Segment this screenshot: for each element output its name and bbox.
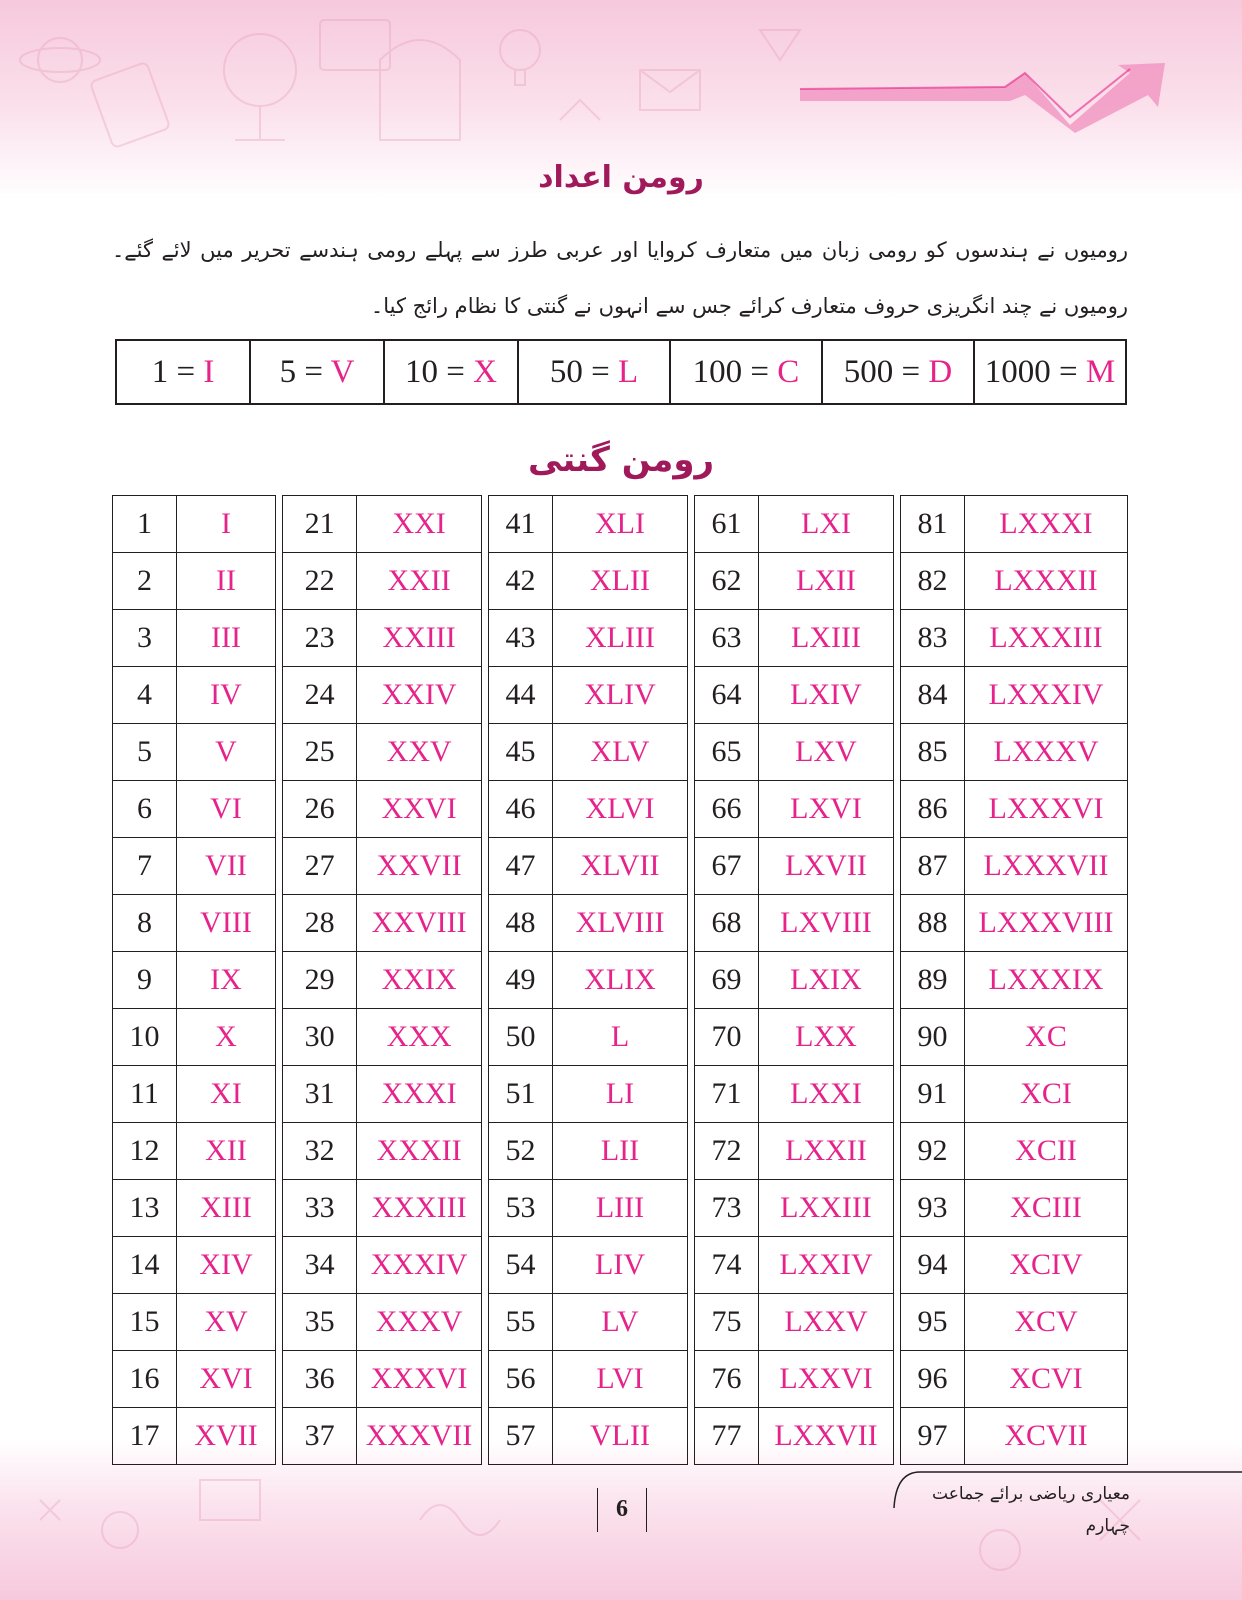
arabic-number-cell: 82: [901, 553, 965, 610]
arabic-number-cell: 22: [283, 553, 357, 610]
arabic-number-cell: 15: [113, 1294, 177, 1351]
table-row: [695, 1066, 894, 1123]
arabic-number-cell: 89: [901, 952, 965, 1009]
roman-numeral-cell: XI: [177, 1066, 276, 1123]
arabic-number-cell: 69: [695, 952, 759, 1009]
arabic-number-cell: 43: [489, 610, 553, 667]
arrow-decoration-icon: [800, 55, 1200, 145]
table-row: [113, 667, 276, 724]
arabic-number-cell: 41: [489, 496, 553, 553]
table-row: [283, 496, 482, 553]
roman-numeral-cell: LXVI: [759, 781, 894, 838]
roman-numeral-cell: I: [177, 496, 276, 553]
key-cell: 1000 = M: [974, 340, 1126, 404]
table-row: [283, 724, 482, 781]
roman-numeral-cell: LI: [553, 1066, 688, 1123]
table-row: [489, 667, 688, 724]
roman-numeral-cell: XLV: [553, 724, 688, 781]
table-row: [489, 781, 688, 838]
roman-numeral-cell: XXIII: [357, 610, 482, 667]
table-row: [283, 781, 482, 838]
arabic-number-cell: 25: [283, 724, 357, 781]
table-row: [489, 895, 688, 952]
table-row: [695, 895, 894, 952]
table-row: [489, 610, 688, 667]
roman-numeral-cell: XXIV: [357, 667, 482, 724]
roman-numeral-cell: XXV: [357, 724, 482, 781]
arabic-number-cell: 1: [113, 496, 177, 553]
roman-numeral-cell: XLIV: [553, 667, 688, 724]
arabic-number-cell: 42: [489, 553, 553, 610]
arabic-number-cell: 17: [113, 1408, 177, 1465]
table-row: [901, 838, 1128, 895]
table-row: [283, 1351, 482, 1408]
arabic-number-cell: 54: [489, 1237, 553, 1294]
roman-numeral-cell: LXXXVIII: [965, 895, 1128, 952]
arabic-number-cell: 74: [695, 1237, 759, 1294]
table-row: [113, 1351, 276, 1408]
table-row: [489, 496, 688, 553]
table-row: [695, 1180, 894, 1237]
roman-numeral-cell: LXVII: [759, 838, 894, 895]
arabic-number-cell: 55: [489, 1294, 553, 1351]
roman-numeral-cell: XXVII: [357, 838, 482, 895]
key-cell: 1 = I: [116, 340, 250, 404]
arabic-number-cell: 66: [695, 781, 759, 838]
table-row: [901, 1351, 1128, 1408]
page-title: رومن اعداد: [538, 160, 704, 195]
arabic-number-cell: 47: [489, 838, 553, 895]
arabic-number-cell: 30: [283, 1009, 357, 1066]
key-cell: 50 = L: [518, 340, 670, 404]
arabic-number-cell: 85: [901, 724, 965, 781]
arabic-number-cell: 64: [695, 667, 759, 724]
table-row: [283, 1009, 482, 1066]
roman-numeral-cell: XLVI: [553, 781, 688, 838]
roman-numeral-cell: XXIX: [357, 952, 482, 1009]
roman-numeral-cell: XCIV: [965, 1237, 1128, 1294]
roman-numeral-cell: XXXIV: [357, 1237, 482, 1294]
table-row: [489, 1123, 688, 1180]
arabic-number-cell: 51: [489, 1066, 553, 1123]
table-row: [113, 1294, 276, 1351]
roman-numeral-cell: XLII: [553, 553, 688, 610]
roman-numeral-cell: LIV: [553, 1237, 688, 1294]
table-row: [283, 1066, 482, 1123]
roman-numeral-cell: LXXXII: [965, 553, 1128, 610]
arabic-number-cell: 53: [489, 1180, 553, 1237]
arabic-number-cell: 33: [283, 1180, 357, 1237]
table-row: [695, 1009, 894, 1066]
table-row: [489, 1408, 688, 1465]
roman-numeral-cell: XC: [965, 1009, 1128, 1066]
roman-numeral-cell: IV: [177, 667, 276, 724]
roman-numeral-cell: XVII: [177, 1408, 276, 1465]
arabic-number-cell: 35: [283, 1294, 357, 1351]
arabic-number-cell: 81: [901, 496, 965, 553]
arabic-number-cell: 94: [901, 1237, 965, 1294]
table-row: [901, 610, 1128, 667]
arabic-number-cell: 28: [283, 895, 357, 952]
roman-numeral-cell: LXVIII: [759, 895, 894, 952]
table-row: [901, 895, 1128, 952]
table-row: [283, 1294, 482, 1351]
table-row: [283, 1123, 482, 1180]
roman-numeral-cell: XV: [177, 1294, 276, 1351]
arabic-number-cell: 10: [113, 1009, 177, 1066]
roman-numeral-cell: L: [553, 1009, 688, 1066]
arabic-number-cell: 67: [695, 838, 759, 895]
roman-numeral-cell: IX: [177, 952, 276, 1009]
table-row: [901, 1123, 1128, 1180]
table-row: [283, 610, 482, 667]
table-row: [113, 952, 276, 1009]
table-row: [695, 952, 894, 1009]
arabic-number-cell: 8: [113, 895, 177, 952]
arabic-number-cell: 21: [283, 496, 357, 553]
key-cell: 500 = D: [822, 340, 974, 404]
roman-numeral-cell: XLIII: [553, 610, 688, 667]
arabic-number-cell: 27: [283, 838, 357, 895]
arabic-number-cell: 71: [695, 1066, 759, 1123]
counting-title: رومن گنتی: [527, 440, 715, 480]
arabic-number-cell: 29: [283, 952, 357, 1009]
roman-numeral-cell: III: [177, 610, 276, 667]
table-row: [113, 838, 276, 895]
table-row: [489, 1066, 688, 1123]
roman-numeral-cell: LXXI: [759, 1066, 894, 1123]
arabic-number-cell: 23: [283, 610, 357, 667]
table-row: [695, 838, 894, 895]
arabic-number-cell: 34: [283, 1237, 357, 1294]
table-row: [489, 724, 688, 781]
arabic-number-cell: 5: [113, 724, 177, 781]
arabic-number-cell: 46: [489, 781, 553, 838]
roman-numeral-cell: XIV: [177, 1237, 276, 1294]
arabic-number-cell: 13: [113, 1180, 177, 1237]
roman-numeral-cell: LXIV: [759, 667, 894, 724]
table-row: [113, 610, 276, 667]
arabic-number-cell: 87: [901, 838, 965, 895]
table-row: [113, 553, 276, 610]
arabic-number-cell: 61: [695, 496, 759, 553]
arabic-number-cell: 7: [113, 838, 177, 895]
table-row: [695, 667, 894, 724]
roman-numeral-cell: LXXXIII: [965, 610, 1128, 667]
counting-column-2: [282, 495, 482, 1465]
arabic-number-cell: 24: [283, 667, 357, 724]
table-row: [489, 1180, 688, 1237]
table-row: [901, 496, 1128, 553]
table-row: [901, 1294, 1128, 1351]
table-row: [695, 496, 894, 553]
roman-numeral-cell: LXXIII: [759, 1180, 894, 1237]
arabic-number-cell: 91: [901, 1066, 965, 1123]
table-row: [113, 1408, 276, 1465]
table-row: [489, 553, 688, 610]
roman-numeral-cell: XXXVI: [357, 1351, 482, 1408]
roman-numeral-cell: XCVI: [965, 1351, 1128, 1408]
roman-numeral-cell: VI: [177, 781, 276, 838]
roman-numeral-cell: LXXXIX: [965, 952, 1128, 1009]
arabic-number-cell: 49: [489, 952, 553, 1009]
roman-numeral-cell: II: [177, 553, 276, 610]
table-row: [489, 838, 688, 895]
arabic-number-cell: 31: [283, 1066, 357, 1123]
table-row: [489, 1351, 688, 1408]
arabic-number-cell: 26: [283, 781, 357, 838]
arabic-number-cell: 6: [113, 781, 177, 838]
table-row: [489, 1009, 688, 1066]
arabic-number-cell: 11: [113, 1066, 177, 1123]
table-row: [489, 1237, 688, 1294]
arabic-number-cell: 14: [113, 1237, 177, 1294]
table-row: [695, 1408, 894, 1465]
table-row: [283, 1180, 482, 1237]
arabic-number-cell: 37: [283, 1408, 357, 1465]
roman-numeral-cell: XII: [177, 1123, 276, 1180]
table-row: [113, 496, 276, 553]
arabic-number-cell: 90: [901, 1009, 965, 1066]
arabic-number-cell: 50: [489, 1009, 553, 1066]
roman-counting-grid: [112, 495, 1128, 1455]
arabic-number-cell: 96: [901, 1351, 965, 1408]
counting-column-4: [694, 495, 894, 1465]
table-row: [901, 1009, 1128, 1066]
roman-numeral-cell: LXI: [759, 496, 894, 553]
intro-paragraph: رومیوں نے ہندسوں کو رومی زبان میں متعارف کروایا اور عربی طرز سے پہلے رومی ہندسے تحریر میں لائے گئے۔ رومیوں نے چند انگریزی حروف متعارف کرائے جس سے انہوں نے گنتی کا نظام رائج کیا۔: [112, 238, 1128, 318]
arabic-number-cell: 4: [113, 667, 177, 724]
table-row: [113, 1237, 276, 1294]
roman-numeral-cell: XCII: [965, 1123, 1128, 1180]
key-cell: 10 = X: [384, 340, 518, 404]
counting-column-3: [488, 495, 688, 1465]
table-row: [113, 781, 276, 838]
roman-numeral-cell: LXX: [759, 1009, 894, 1066]
table-row: [695, 1237, 894, 1294]
arabic-number-cell: 44: [489, 667, 553, 724]
roman-numeral-cell: XCVII: [965, 1408, 1128, 1465]
arabic-number-cell: 77: [695, 1408, 759, 1465]
arabic-number-cell: 62: [695, 553, 759, 610]
arabic-number-cell: 97: [901, 1408, 965, 1465]
arabic-number-cell: 32: [283, 1123, 357, 1180]
arabic-number-cell: 88: [901, 895, 965, 952]
book-title-footer: معیاری ریاضی برائے جماعت چہارم: [932, 1484, 1130, 1536]
roman-numeral-cell: LXXIV: [759, 1237, 894, 1294]
roman-numeral-cell: VIII: [177, 895, 276, 952]
table-row: [113, 1180, 276, 1237]
roman-numeral-cell: XCV: [965, 1294, 1128, 1351]
roman-numeral-cell: XXXIII: [357, 1180, 482, 1237]
arabic-number-cell: 48: [489, 895, 553, 952]
roman-numeral-cell: X: [177, 1009, 276, 1066]
table-row: [901, 952, 1128, 1009]
roman-numeral-cell: XXXVII: [357, 1408, 482, 1465]
table-row: [901, 1180, 1128, 1237]
table-row: [113, 895, 276, 952]
roman-numeral-cell: XXXII: [357, 1123, 482, 1180]
roman-numeral-cell: LXIII: [759, 610, 894, 667]
roman-numeral-cell: XCI: [965, 1066, 1128, 1123]
table-row: [113, 724, 276, 781]
roman-numeral-cell: LV: [553, 1294, 688, 1351]
roman-numeral-cell: LXXV: [759, 1294, 894, 1351]
roman-numeral-cell: LXXVI: [759, 1351, 894, 1408]
roman-numeral-cell: LXXVII: [759, 1408, 894, 1465]
table-row: [901, 553, 1128, 610]
roman-numeral-cell: LXXXVII: [965, 838, 1128, 895]
counting-column-5: [900, 495, 1128, 1465]
table-row: [695, 781, 894, 838]
table-row: [901, 724, 1128, 781]
table-row: [695, 1351, 894, 1408]
arabic-number-cell: 2: [113, 553, 177, 610]
arabic-number-cell: 57: [489, 1408, 553, 1465]
table-row: [113, 1123, 276, 1180]
arabic-number-cell: 12: [113, 1123, 177, 1180]
roman-numeral-cell: XXII: [357, 553, 482, 610]
roman-numeral-cell: V: [177, 724, 276, 781]
roman-numeral-cell: XXX: [357, 1009, 482, 1066]
page-number: 6: [597, 1488, 647, 1532]
table-row: [695, 724, 894, 781]
arabic-number-cell: 92: [901, 1123, 965, 1180]
table-row: [489, 1294, 688, 1351]
table-row: [901, 667, 1128, 724]
roman-numeral-cell: LXIX: [759, 952, 894, 1009]
arabic-number-cell: 68: [695, 895, 759, 952]
arabic-number-cell: 95: [901, 1294, 965, 1351]
roman-numeral-cell: VII: [177, 838, 276, 895]
table-row: [283, 1237, 482, 1294]
table-row: [695, 610, 894, 667]
table-row: [283, 1408, 482, 1465]
roman-numeral-cell: XXI: [357, 496, 482, 553]
table-row: [695, 1294, 894, 1351]
table-row: [113, 1009, 276, 1066]
roman-numeral-cell: XLIX: [553, 952, 688, 1009]
arabic-number-cell: 3: [113, 610, 177, 667]
arabic-number-cell: 70: [695, 1009, 759, 1066]
arabic-number-cell: 75: [695, 1294, 759, 1351]
roman-numeral-cell: LVI: [553, 1351, 688, 1408]
roman-numeral-cell: LXII: [759, 553, 894, 610]
table-row: [901, 1408, 1128, 1465]
roman-numeral-cell: XXVIII: [357, 895, 482, 952]
table-row: [113, 1066, 276, 1123]
table-row: [695, 1123, 894, 1180]
roman-numeral-cell: LXXII: [759, 1123, 894, 1180]
arabic-number-cell: 9: [113, 952, 177, 1009]
roman-numeral-cell: LXXXV: [965, 724, 1128, 781]
counting-column-1: [112, 495, 276, 1465]
arabic-number-cell: 16: [113, 1351, 177, 1408]
table-row: [283, 667, 482, 724]
arabic-number-cell: 86: [901, 781, 965, 838]
table-row: [695, 553, 894, 610]
roman-numeral-cell: XLI: [553, 496, 688, 553]
roman-numeral-cell: LXXXI: [965, 496, 1128, 553]
roman-numeral-cell: LIII: [553, 1180, 688, 1237]
arabic-number-cell: 84: [901, 667, 965, 724]
key-cell: 5 = V: [250, 340, 384, 404]
roman-numeral-cell: XLVII: [553, 838, 688, 895]
roman-numeral-cell: XXVI: [357, 781, 482, 838]
roman-numeral-cell: LXXXIV: [965, 667, 1128, 724]
arabic-number-cell: 56: [489, 1351, 553, 1408]
roman-numeral-cell: LXV: [759, 724, 894, 781]
arabic-number-cell: 72: [695, 1123, 759, 1180]
table-row: [489, 952, 688, 1009]
roman-numeral-cell: XXXI: [357, 1066, 482, 1123]
arabic-number-cell: 76: [695, 1351, 759, 1408]
arabic-number-cell: 45: [489, 724, 553, 781]
key-cell: 100 = C: [670, 340, 822, 404]
table-row: [283, 838, 482, 895]
roman-numeral-cell: XCIII: [965, 1180, 1128, 1237]
roman-symbol-key-table: [115, 339, 1127, 405]
roman-numeral-cell: LII: [553, 1123, 688, 1180]
table-row: [901, 781, 1128, 838]
arabic-number-cell: 63: [695, 610, 759, 667]
roman-numeral-cell: VLII: [553, 1408, 688, 1465]
arabic-number-cell: 52: [489, 1123, 553, 1180]
roman-numeral-cell: XLVIII: [553, 895, 688, 952]
table-row: [283, 553, 482, 610]
roman-numeral-cell: XIII: [177, 1180, 276, 1237]
arabic-number-cell: 36: [283, 1351, 357, 1408]
table-row: [901, 1237, 1128, 1294]
arabic-number-cell: 73: [695, 1180, 759, 1237]
roman-numeral-cell: XVI: [177, 1351, 276, 1408]
roman-numeral-cell: LXXXVI: [965, 781, 1128, 838]
roman-numeral-cell: XXXV: [357, 1294, 482, 1351]
arabic-number-cell: 93: [901, 1180, 965, 1237]
table-row: [283, 952, 482, 1009]
arabic-number-cell: 83: [901, 610, 965, 667]
arabic-number-cell: 65: [695, 724, 759, 781]
table-row: [283, 895, 482, 952]
table-row: [901, 1066, 1128, 1123]
